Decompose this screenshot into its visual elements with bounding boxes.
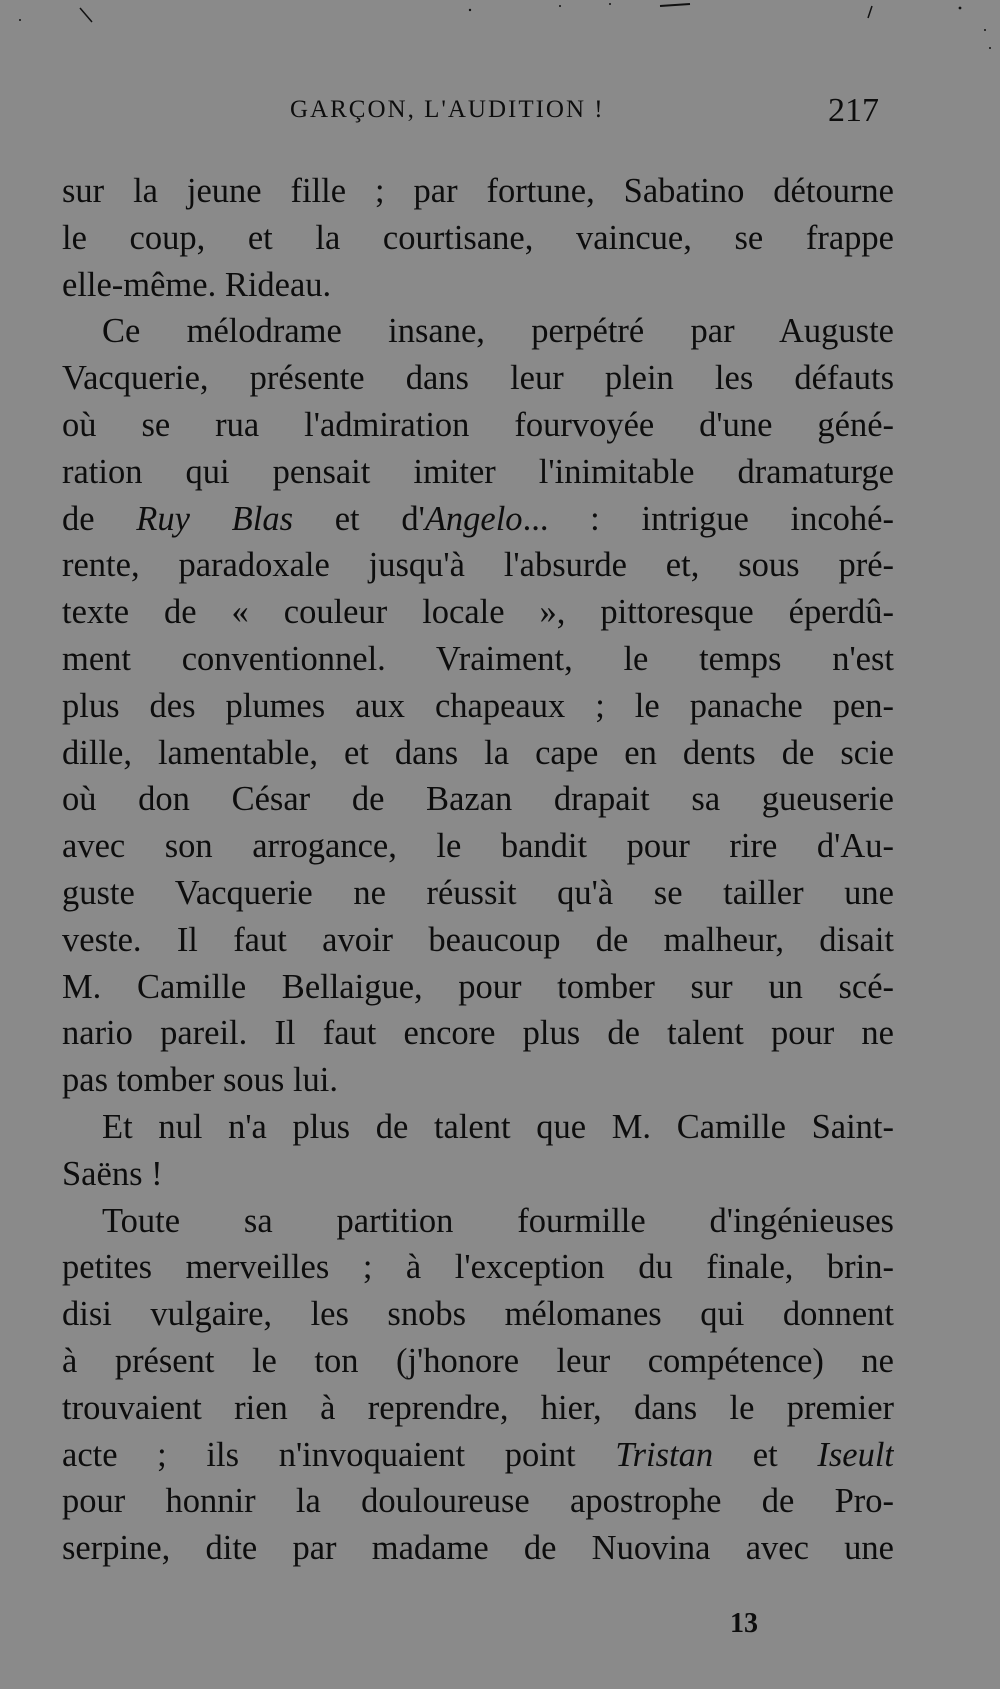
text-line: ment conventionnel. Vraiment, le temps n'est xyxy=(62,639,894,678)
text-line: pas tomber sous lui. xyxy=(62,1061,338,1100)
text-line xyxy=(62,1432,894,1479)
italic-title: Angelo xyxy=(424,499,523,538)
text-line: le coup, et la courtisane, vaincue, se frappe xyxy=(62,218,894,257)
running-head: GARÇON, L'AUDITION ! xyxy=(290,96,605,123)
text-line: disi vulgaire, les snobs mélomanes qui donnent xyxy=(62,1295,894,1334)
text-segment: de xyxy=(62,499,137,538)
body-text xyxy=(62,168,894,1572)
text-line: pour honnir la douloureuse apostrophe de Pro- xyxy=(62,1482,894,1521)
text-line: veste. Il faut avoir beaucoup de malheur, disait xyxy=(62,920,894,959)
text-line: elle-même. Rideau. xyxy=(62,265,332,304)
text-line: trouvaient rien à reprendre, hier, dans le premier xyxy=(62,1388,894,1427)
text-line: Ce mélodrame insane, perpétré par Auguste xyxy=(102,312,894,351)
text-segment: et d' xyxy=(293,499,425,538)
page-number: 217 xyxy=(828,92,879,129)
signature-mark: 13 xyxy=(730,1608,758,1639)
text-line: ration qui pensait imiter l'inimitable dramaturge xyxy=(62,452,894,491)
text-line: texte de « couleur locale », pittoresque éperdû- xyxy=(62,593,894,632)
italic-title: Tristan xyxy=(615,1435,714,1474)
text-segment: et xyxy=(713,1435,818,1474)
text-line: dille, lamentable, et dans la cape en dents de scie xyxy=(62,733,894,772)
text-line: serpine, dite par madame de Nuovina avec une xyxy=(62,1529,894,1568)
text-line: avec son arrogance, le bandit pour rire d'Au- xyxy=(62,827,894,866)
text-line: petites merveilles ; à l'exception du finale, brin- xyxy=(62,1248,894,1287)
scan-speckles xyxy=(0,0,1000,60)
text-line: Toute sa partition fourmille d'ingénieuses xyxy=(102,1201,894,1240)
text-line: à présent le ton (j'honore leur compétence) ne xyxy=(62,1341,894,1380)
text-segment: ... : intrigue incohé- xyxy=(522,499,894,538)
text-line: sur la jeune fille ; par fortune, Sabatino détourne xyxy=(62,172,894,210)
text-line: M. Camille Bellaigue, pour tomber sur un scé- xyxy=(62,967,894,1006)
text-line: où don César de Bazan drapait sa gueuserie xyxy=(62,780,894,819)
text-line: Saëns ! xyxy=(62,1154,163,1193)
text-line: plus des plumes aux chapeaux ; le panache pen- xyxy=(62,686,894,725)
italic-title: Iseult xyxy=(817,1435,894,1474)
text-line: guste Vacquerie ne réussit qu'à se tailler une xyxy=(62,873,894,912)
text-line: nario pareil. Il faut encore plus de talent pour ne xyxy=(62,1014,894,1053)
italic-title: Ruy Blas xyxy=(136,499,293,538)
text-line xyxy=(62,496,894,543)
text-line: où se rua l'admiration fourvoyée d'une géné- xyxy=(62,405,894,444)
text-line: rente, paradoxale jusqu'à l'absurde et, sous pré- xyxy=(62,546,894,585)
text-line: Vacquerie, présente dans leur plein les défauts xyxy=(62,359,894,398)
text-segment: acte ; ils n'invoquaient point xyxy=(62,1435,616,1474)
text-line: Et nul n'a plus de talent que M. Camille Saint- xyxy=(102,1107,894,1146)
